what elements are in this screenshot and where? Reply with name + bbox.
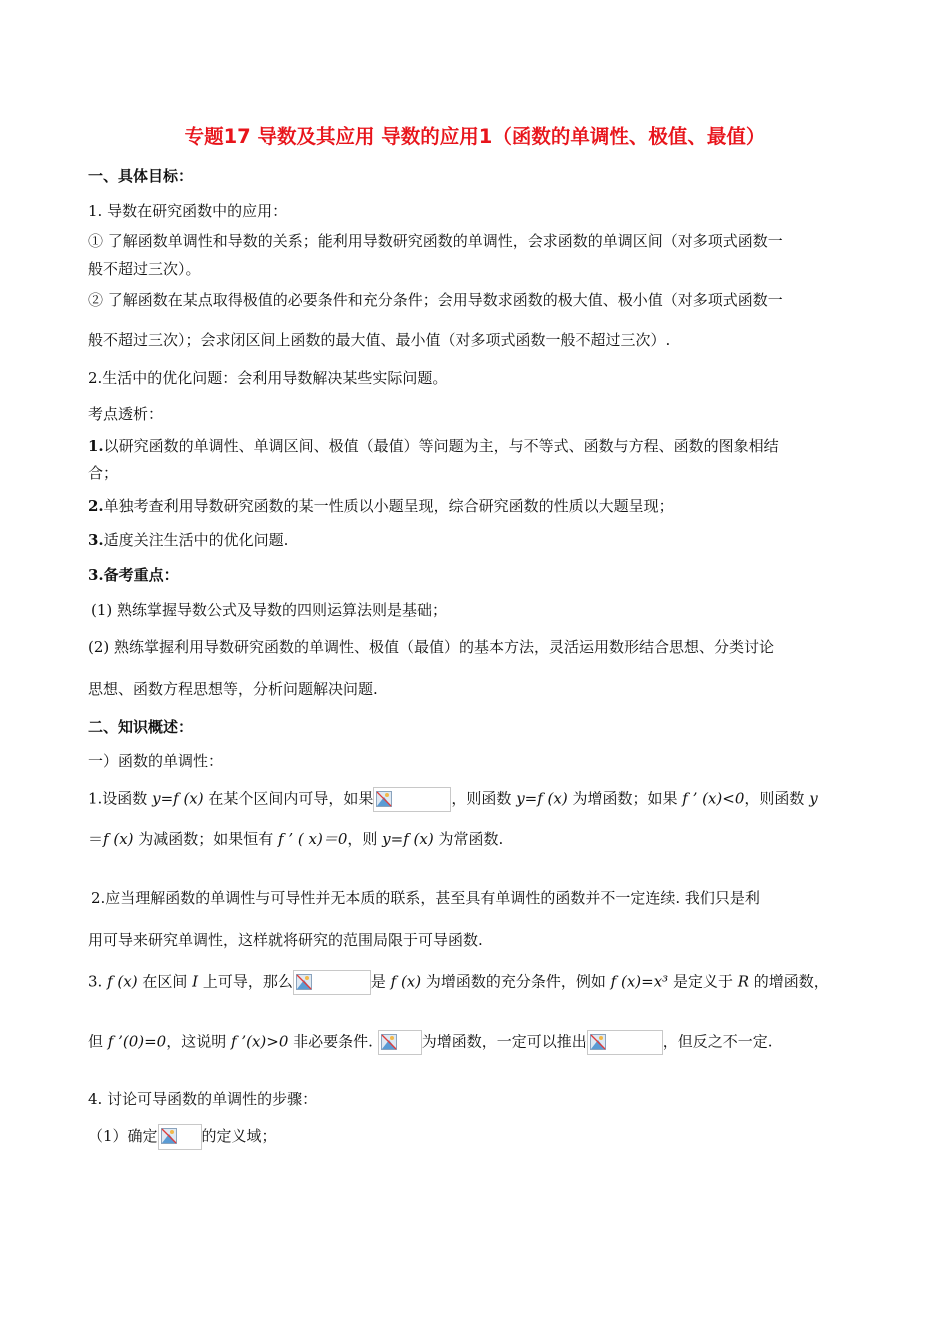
paragraph-4-step-1 (88, 1124, 277, 1150)
focus-item-2-line1: (2) 熟练掌握利用导数研究函数的单调性、极值（最值）的基本方法，灵活运用数形结合思想、分类讨论 (88, 638, 775, 656)
formula-image-placeholder (587, 1030, 663, 1055)
text-span: ，则 (347, 830, 383, 848)
text-span: ，则函数 (451, 789, 517, 808)
text-span: 上可导，那么 (198, 972, 293, 991)
text-span: 1.设函数 (88, 789, 153, 808)
analysis-item-1-line2: 合； (88, 464, 119, 482)
text-span: ，则函数 (744, 789, 810, 808)
text-span: 是定义于 (668, 972, 738, 991)
page-title: 专题17 导数及其应用 导数的应用1（函数的单调性、极值、最值） (184, 125, 766, 148)
formula: f ’ ( x)＝0 (278, 830, 348, 848)
text-span: 但 (88, 1032, 108, 1051)
goal-item-1a-line1: ① 了解函数单调性和导数的关系；能利用导数研究函数的单调性，会求函数的单调区间（对多项式函数一 (88, 232, 783, 250)
goal-item-1: 1. 导数在研究函数中的应用： (88, 202, 288, 220)
formula: I (192, 972, 199, 991)
formula: y=f (x) (152, 789, 204, 808)
text-span: 是 (370, 972, 391, 991)
formula: R (737, 972, 750, 991)
formula-image-placeholder (158, 1124, 202, 1150)
broken-image-icon (590, 1034, 606, 1050)
formula: f (x) (390, 972, 422, 991)
paragraph-4: 4. 讨论可导函数的单调性的步骤： (88, 1090, 318, 1108)
formula: f (x) (107, 972, 138, 991)
analysis-item-2-text: 单独考查利用导数研究函数的某一性质以小题呈现，综合研究函数的性质以大题呈现； (103, 497, 674, 515)
formula: y (809, 789, 818, 808)
text-span: 非必要条件. (288, 1032, 378, 1051)
paragraph-1-line2 (88, 829, 503, 849)
text-span: 为常函数. (433, 830, 504, 848)
text-span: 的定义域； (201, 1127, 277, 1145)
formula: f ’(0)=0 (107, 1032, 167, 1051)
analysis-item-1-text: 以研究函数的单调性、单调区间、极值（最值）等问题为主，与不等式、函数与方程、函数的图象相结 (103, 437, 779, 455)
paragraph-2-line2: 用可导来研究单调性，这样就将研究的范围局限于可导函数. (88, 931, 483, 949)
paragraph-1-line1 (88, 787, 818, 812)
formula: f (x)=x³ (610, 972, 669, 991)
text-span: 为增函数的充分条件，例如 (421, 972, 611, 991)
paragraph-3-line1 (88, 970, 829, 995)
analysis-item-2-number: 2. (88, 497, 104, 515)
analysis-item-2 (88, 496, 674, 516)
formula: f ’ (x)<0 (682, 789, 745, 808)
focus-heading: 3.备考重点： (88, 566, 179, 584)
text-span: 3. (88, 972, 108, 991)
formula-image-placeholder (378, 1030, 422, 1055)
text-span: ，但反之不一定. (662, 1032, 773, 1051)
section-heading-overview: 二、知识概述： (88, 718, 194, 736)
text-span: ，这说明 (166, 1032, 232, 1051)
formula-image-placeholder (293, 970, 371, 995)
formula: f ’(x)>0 (231, 1032, 289, 1051)
analysis-item-1-line1 (88, 436, 779, 456)
text-span: 的增函数， (749, 972, 829, 991)
text-span: 在区间 (137, 972, 193, 991)
text-span: 为增函数，一定可以推出 (421, 1032, 587, 1051)
broken-image-icon (296, 974, 312, 990)
text-span: 在某个区间内可导，如果 (203, 789, 374, 808)
formula-image-placeholder (373, 787, 451, 812)
analysis-item-3 (88, 530, 288, 550)
goal-item-1b-line2: 般不超过三次）；会求闭区间上函数的最大值、最小值（对多项式函数一般不超过三次）. (88, 331, 671, 349)
goal-item-1b-line1: ② 了解函数在某点取得极值的必要条件和充分条件；会用导数求函数的极大值、极小值（对多项式函数一 (88, 291, 783, 309)
paragraph-2-line1: 2.应当理解函数的单调性与可导性并无本质的联系，甚至具有单调性的函数并不一定连续. 我们只是利 (91, 889, 760, 907)
formula: y=f (x) (516, 789, 568, 808)
broken-image-icon (381, 1034, 397, 1050)
analysis-item-3-number: 3. (88, 531, 104, 549)
broken-image-icon (161, 1128, 177, 1144)
text-span: 为减函数；如果恒有 (133, 830, 279, 848)
section-heading-goals: 一、具体目标： (88, 167, 194, 185)
text-span: ＝ (88, 830, 104, 848)
focus-item-1: (1) 熟练掌握导数公式及导数的四则运算法则是基础； (91, 601, 448, 619)
formula: y=f (x) (382, 830, 434, 848)
paragraph-3-line2 (88, 1030, 773, 1055)
goal-item-1a-line2: 般不超过三次）。 (88, 260, 201, 278)
subsection-monotonicity: 一）函数的单调性： (88, 752, 224, 770)
analysis-item-3-text: 适度关注生活中的优化问题. (103, 531, 289, 549)
focus-item-2-line2: 思想、函数方程思想等，分析问题解决问题. (88, 680, 378, 698)
analysis-heading: 考点透析： (88, 405, 164, 423)
text-span: 为增函数；如果 (567, 789, 683, 808)
broken-image-icon (376, 791, 392, 807)
goal-item-2: 2.生活中的优化问题：会利用导数解决某些实际问题。 (88, 369, 448, 387)
analysis-item-1-number: 1. (88, 437, 104, 455)
text-span: （1）确定 (88, 1127, 158, 1145)
formula: f (x) (103, 830, 134, 848)
